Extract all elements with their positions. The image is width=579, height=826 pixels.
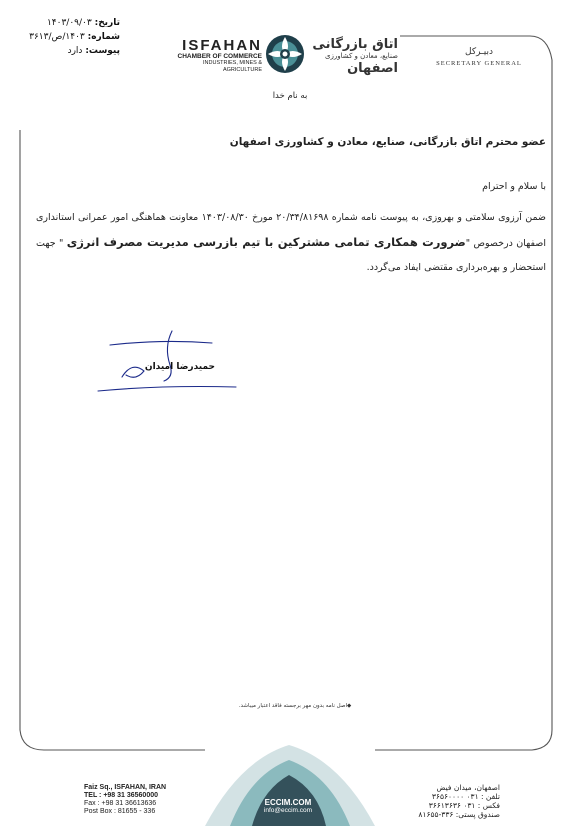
letter-meta [10, 16, 120, 58]
footer-fax-fa: فکس : ۰۳۱ ۳۶۶۱۳۶۳۶ [428, 801, 500, 810]
logo-fa-city: اصفهان [347, 61, 398, 76]
addressee: عضو محترم اتاق بازرگانی، صنایع، معادن و کشاورزی اصفهان [229, 136, 546, 148]
logo-en-subtitle-2: INDUSTRIES, MINES & AGRICULTURE [203, 60, 262, 73]
footer-pobox-fa: صندوق پستی: ۳۳۶-۸۱۶۵۵ [418, 810, 500, 819]
footer-pobox-en: Post Box : 81655 - 336 [84, 808, 156, 815]
date-value: ۱۴۰۳/۰۹/۰۳ [46, 18, 92, 28]
logo-en-title: ISFAHAN [182, 37, 262, 54]
attachment-value: دارد [67, 46, 83, 56]
footer-address-en: Faiz Sq., ISFAHAN, IRAN [84, 784, 167, 791]
validity-notice [220, 703, 370, 709]
logo-fa-title: اتاق بازرگانی [312, 37, 398, 52]
footer-website[interactable]: ECCIM.COM [264, 798, 312, 807]
footer-contact-en [84, 784, 194, 816]
logo-fa-subtitle: صنایع، معادن و کشاورزی [324, 52, 398, 60]
footer-tel-fa: تلفن : ۰۳۱ ۳۶۵۶۰۰۰۰ [431, 792, 500, 801]
paragraph-part-2: " جهت استحضار و بهره‌برداری مقتضی ایفاد می‌گردد. [36, 238, 546, 273]
diamond-icon: ◆ [347, 703, 352, 709]
secretary-general-block [436, 46, 522, 70]
number-value: ۱۴۰۳/ص/۳۶۱۳ [29, 32, 85, 42]
logo-persian [306, 37, 398, 76]
greeting: با سلام و احترام [482, 181, 546, 192]
footer-email[interactable]: info@eccim.com [263, 807, 313, 814]
footer-web [248, 798, 328, 815]
paragraph-part-1: ضمن آرزوی سلامتی و بهروزی، به پیوست نامه شماره ۲۰/۳۴/۸۱۶۹۸ مورخ ۱۴۰۳/۰۸/۳۰ معاونت هماهنگی امور عمرانی استانداری اصفهان درخصوص " [36, 212, 546, 249]
logo-en-subtitle: CHAMBER OF COMMERCE [177, 53, 262, 60]
footer-fax-en: Fax : +98 31 36613636 [84, 800, 157, 807]
secretary-en: SECRETARY GENERAL [436, 60, 522, 67]
letter-paragraph [36, 206, 546, 280]
footer-contact-fa [400, 783, 500, 819]
chamber-logo-icon [264, 33, 306, 75]
signatory-name: حمیدرضا امیدان [144, 362, 215, 372]
footer-tel-en: TEL : +98 31 36560000 [84, 792, 159, 799]
date-label: تاریخ: [94, 18, 120, 28]
paragraph-subject: ضرورت همکاری تمامی مشترکین با تیم بازرسی مدیریت مصرف انرژی [66, 235, 466, 249]
footer-address-fa: اصفهان، میدان فیض [436, 783, 500, 792]
secretary-fa: دبیـرکل [465, 47, 493, 57]
bismillah: به نام خدا [272, 91, 308, 101]
number-label: شماره: [87, 32, 120, 42]
attachment-label: پیوست: [85, 46, 120, 56]
notice-text: اصل نامه بدون مهر برجسته فاقد اعتبار میباشد. [238, 703, 348, 709]
logo-english [176, 38, 262, 74]
